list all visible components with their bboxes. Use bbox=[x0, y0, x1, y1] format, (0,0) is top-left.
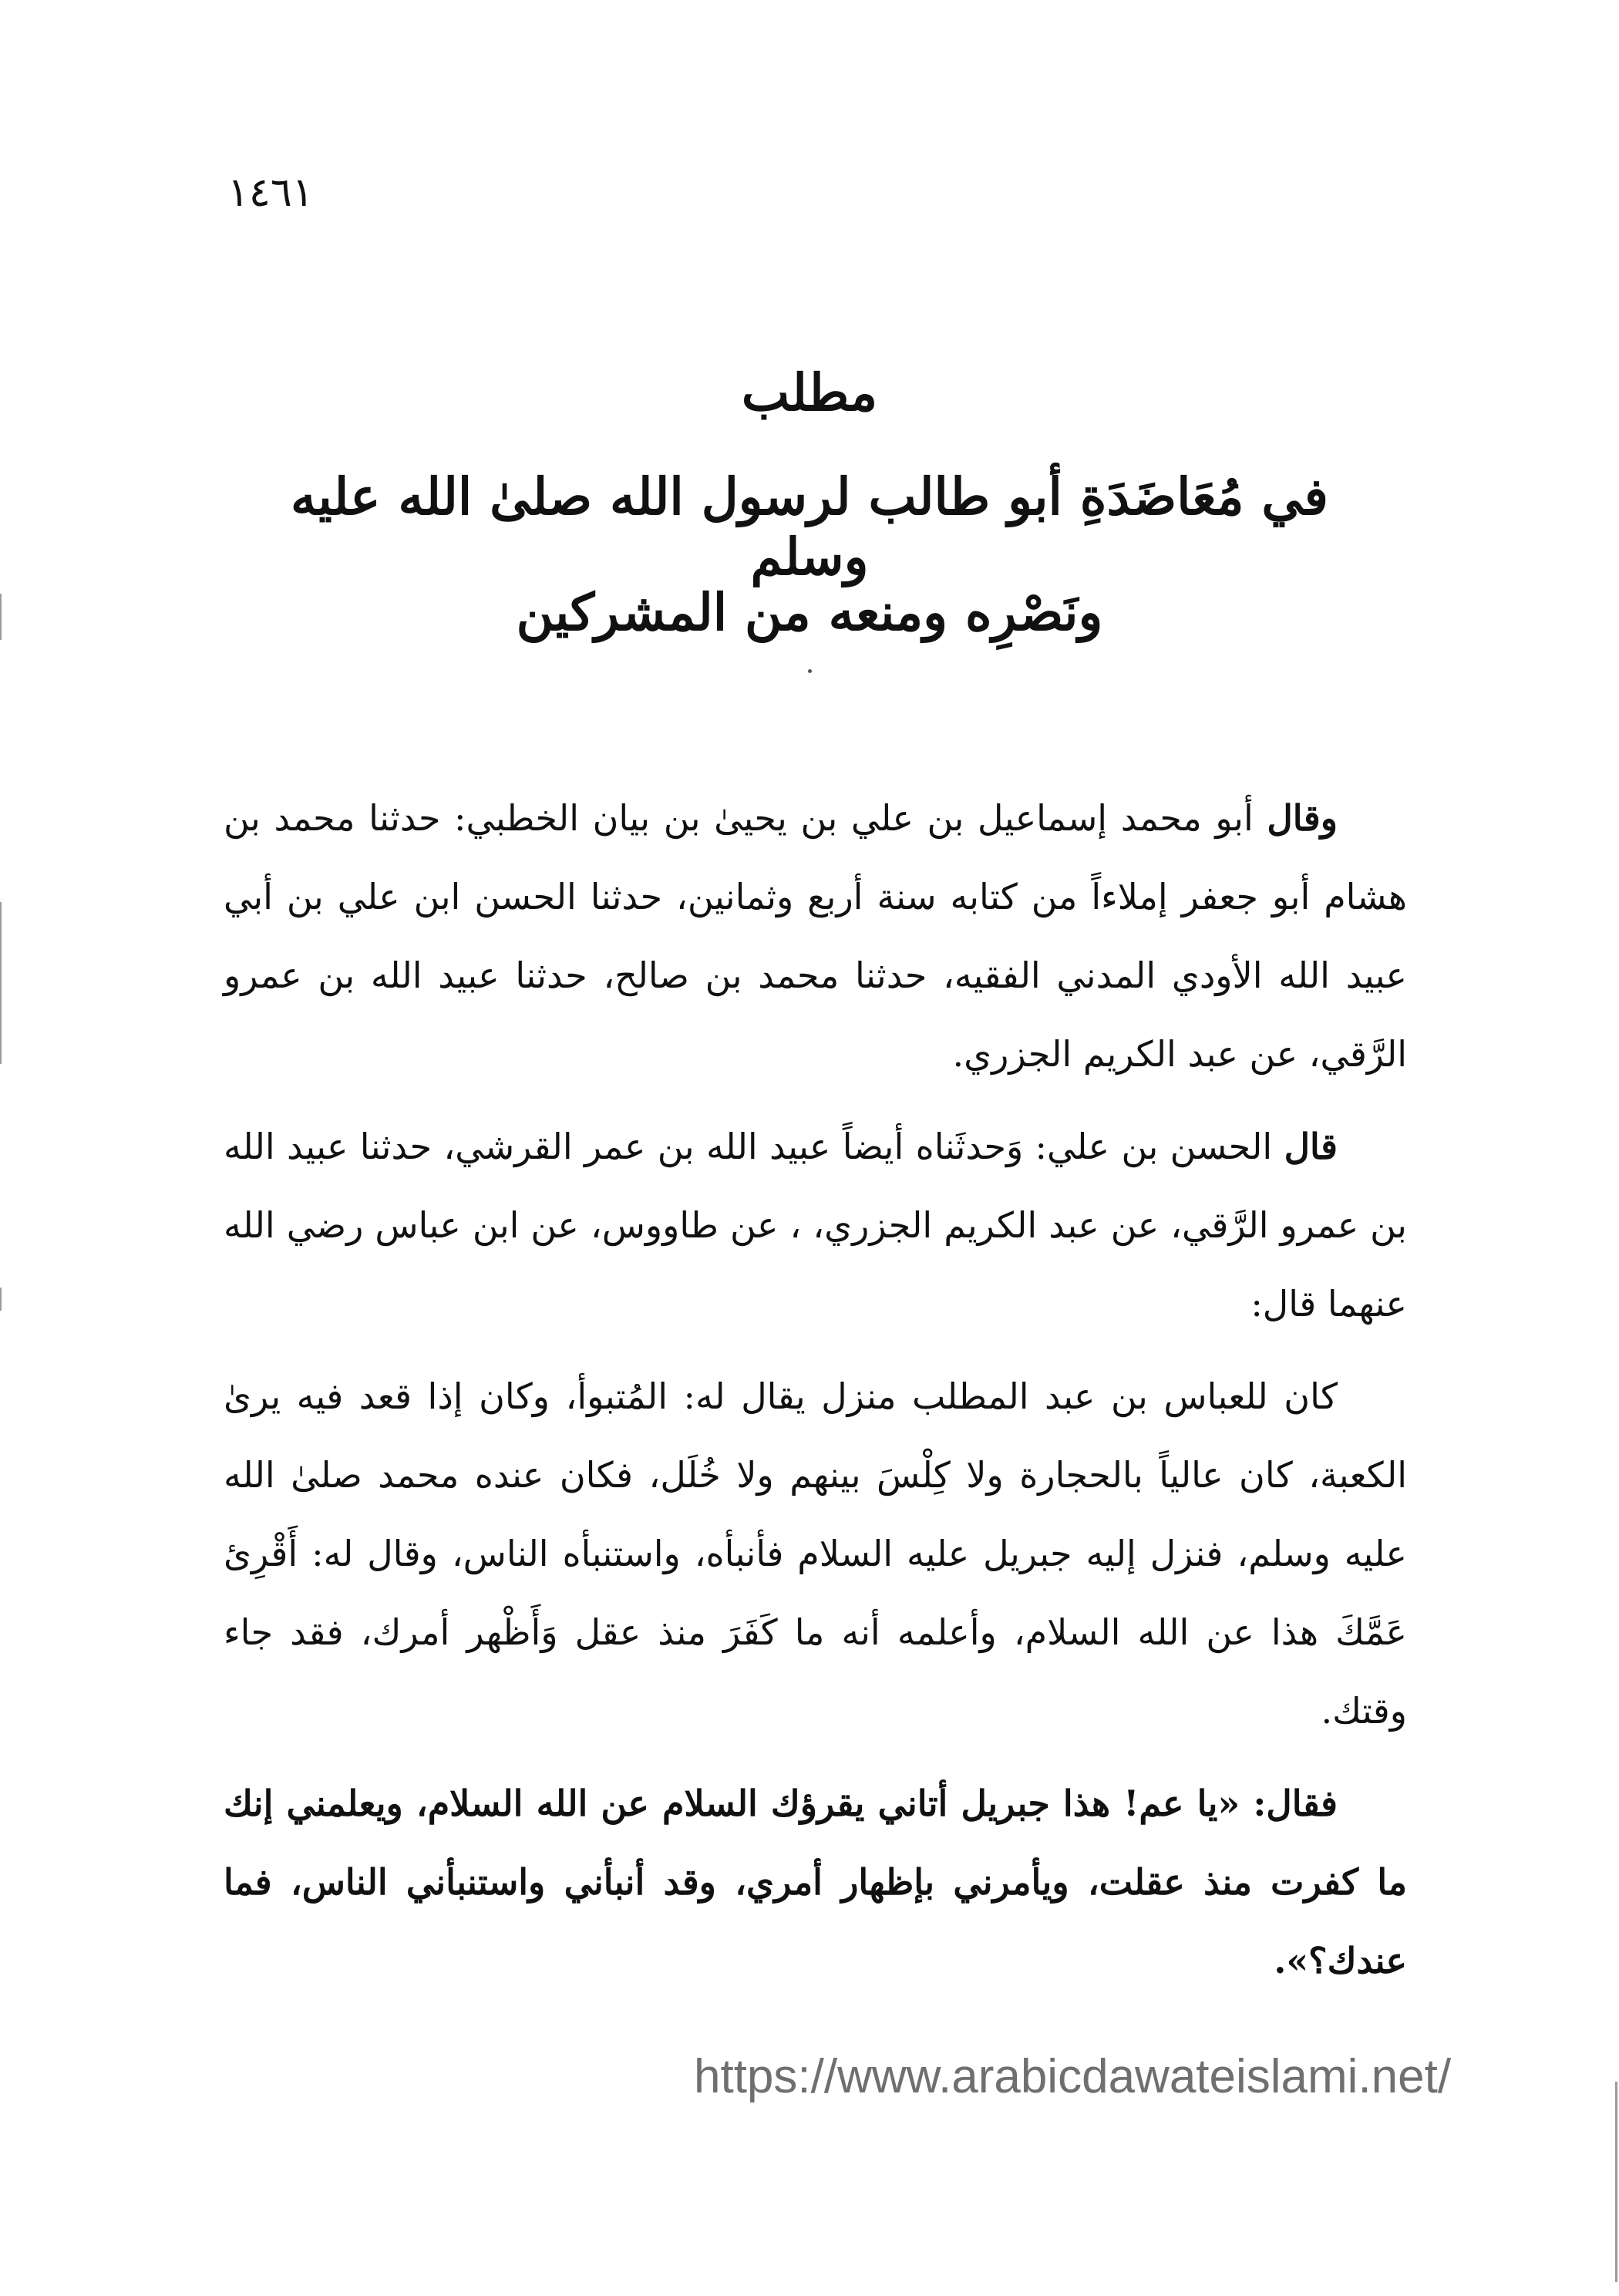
scan-edge-mark bbox=[0, 902, 2, 1064]
scan-edge-mark bbox=[1615, 2082, 1617, 2282]
paragraph-3: كان للعباس بن عبد المطلب منزل يقال له: المُتبوأ، وكان إذا قعد فيه يرىٰ الكعبة، كان عالياً بالحجارة ولا كِلْسَ بينهم ولا خُلَل، فكان عنده محمد صلىٰ الله عليه وسلم، فنزل إليه جبريل عليه السلام فأنبأه، واستنبأه الناس، وقال له: أَقْرِئ عَمَّكَ هذا عن الله السلام، وأعلمه أنه ما كَفَرَ منذ عقل وَأَظْهر أمرك، فقد جاء وقتك. bbox=[224, 1375, 1407, 1732]
body-text bbox=[224, 779, 1407, 2014]
paragraph-4-quote: فقال: «يا عم! هذا جبريل أتاني يقرؤك السلام عن الله السلام، ويعلمني إنك ما كفرت منذ عقلت، ويأمرني بإظهار أمري، وقد أنبأني واستنبأني الناس، فما عندك؟». bbox=[224, 1783, 1407, 1981]
paragraph-1-lead: وقال bbox=[1267, 797, 1338, 839]
scan-edge-mark bbox=[0, 594, 2, 640]
page-number: ١٤٦١ bbox=[227, 170, 314, 216]
chapter-heading: مطلب bbox=[741, 362, 878, 423]
chapter-title-line-2: ونَصْرِه ومنعه من المشركين bbox=[516, 582, 1103, 642]
paragraph-2-text: الحسن بن علي: وَحدثَناه أيضاً عبيد الله بن عمر القرشي، حدثنا عبيد الله بن عمرو الرَّقي، عن عبد الكريم الجزري، ، عن طاووس، عن ابن عباس رضي الله عنهما قال: bbox=[224, 1126, 1407, 1325]
chapter-title-line-1: في مُعَاضَدَةِ أبو طالب لرسول الله صلىٰ الله عليه وسلم bbox=[291, 466, 1328, 587]
watermark-url: https://www.arabicdawateislami.net/ bbox=[694, 2050, 1452, 2103]
paragraph-2 bbox=[224, 1107, 1407, 1343]
scan-edge-mark bbox=[0, 1288, 2, 1311]
paragraph-1-text: أبو محمد إسماعيل بن علي بن يحيىٰ بن بيان الخطبي: حدثنا محمد بن هشام أبو جعفر إملاءاً من كتابه سنة أربع وثمانين، حدثنا الحسن ابن علي بن أبي عبيد الله الأودي المدني الفقيه، حدثنا محمد بن صالح، حدثنا عبيد الله بن عمرو الرَّقي، عن عبد الكريم الجزري. bbox=[224, 797, 1407, 1075]
paragraph-1 bbox=[224, 779, 1407, 1093]
paragraph-2-lead: قال bbox=[1284, 1126, 1338, 1167]
decorative-dot bbox=[808, 669, 812, 673]
